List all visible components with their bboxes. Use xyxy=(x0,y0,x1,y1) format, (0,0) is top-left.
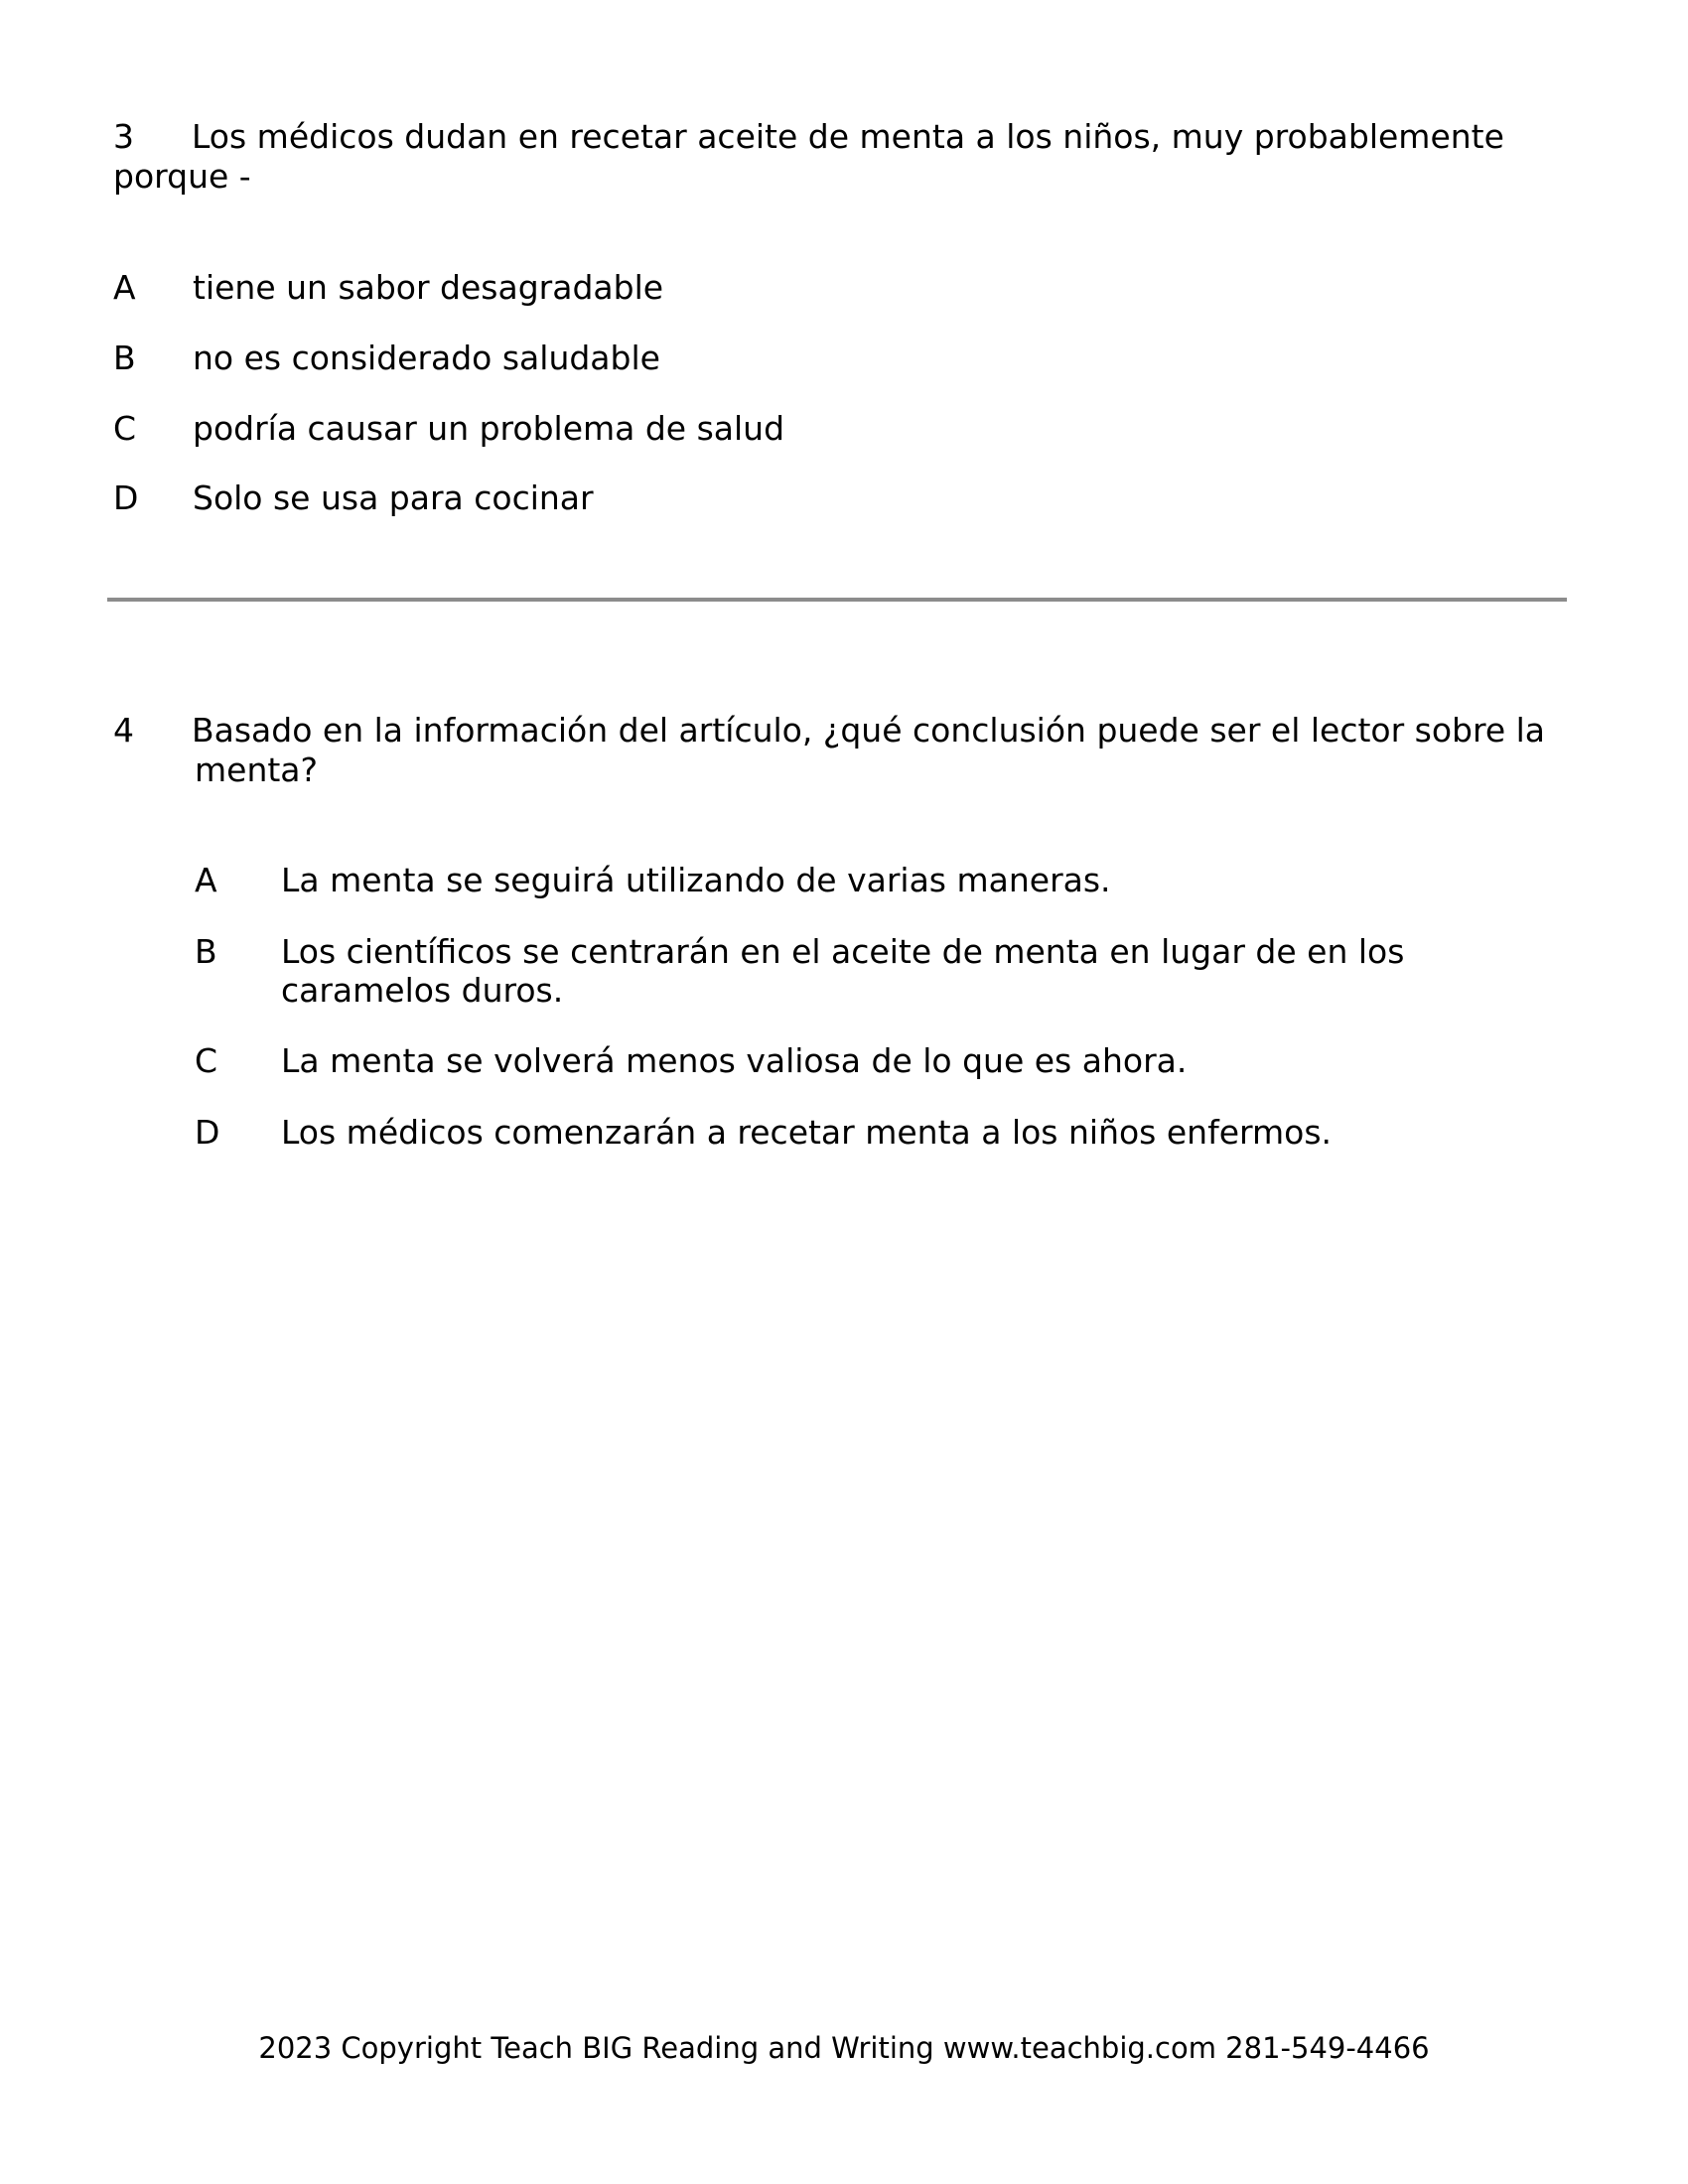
question-stem: Los médicos dudan en recetar aceite de menta a los niños, muy probablemente xyxy=(192,117,1504,156)
option-letter: B xyxy=(195,932,217,971)
option-letter: D xyxy=(113,478,139,517)
copyright-footer: 2023 Copyright Teach BIG Reading and Writing www.teachbig.com 281-549-4466 xyxy=(258,2031,1430,2065)
option-letter: C xyxy=(195,1041,218,1080)
option-text: La menta se volverá menos valiosa de lo que es ahora. xyxy=(281,1041,1188,1080)
option-text: podría causar un problema de salud xyxy=(193,409,785,448)
option-text: no es considerado saludable xyxy=(193,339,660,377)
question-stem-continued: menta? xyxy=(195,751,319,789)
question-stem: Basado en la información del artículo, ¿qué conclusión puede ser el lector sobre la xyxy=(192,711,1546,750)
option-letter: B xyxy=(113,339,136,377)
option-letter: C xyxy=(113,409,137,448)
option-text-continued: caramelos duros. xyxy=(281,971,564,1010)
section-divider xyxy=(107,598,1567,602)
option-text: Los científicos se centrarán en el aceite de menta en lugar de en los xyxy=(281,932,1405,971)
question-stem-continued: porque - xyxy=(113,157,251,196)
option-text: tiene un sabor desagradable xyxy=(193,268,664,307)
question-number: 4 xyxy=(113,711,134,750)
option-text: Solo se usa para cocinar xyxy=(193,478,594,517)
option-letter: A xyxy=(195,861,217,899)
option-letter: A xyxy=(113,268,136,307)
option-text: Los médicos comenzarán a recetar menta a los niños enfermos. xyxy=(281,1113,1332,1152)
option-letter: D xyxy=(195,1113,220,1152)
option-text: La menta se seguirá utilizando de varias maneras. xyxy=(281,861,1111,899)
question-number: 3 xyxy=(113,117,134,156)
